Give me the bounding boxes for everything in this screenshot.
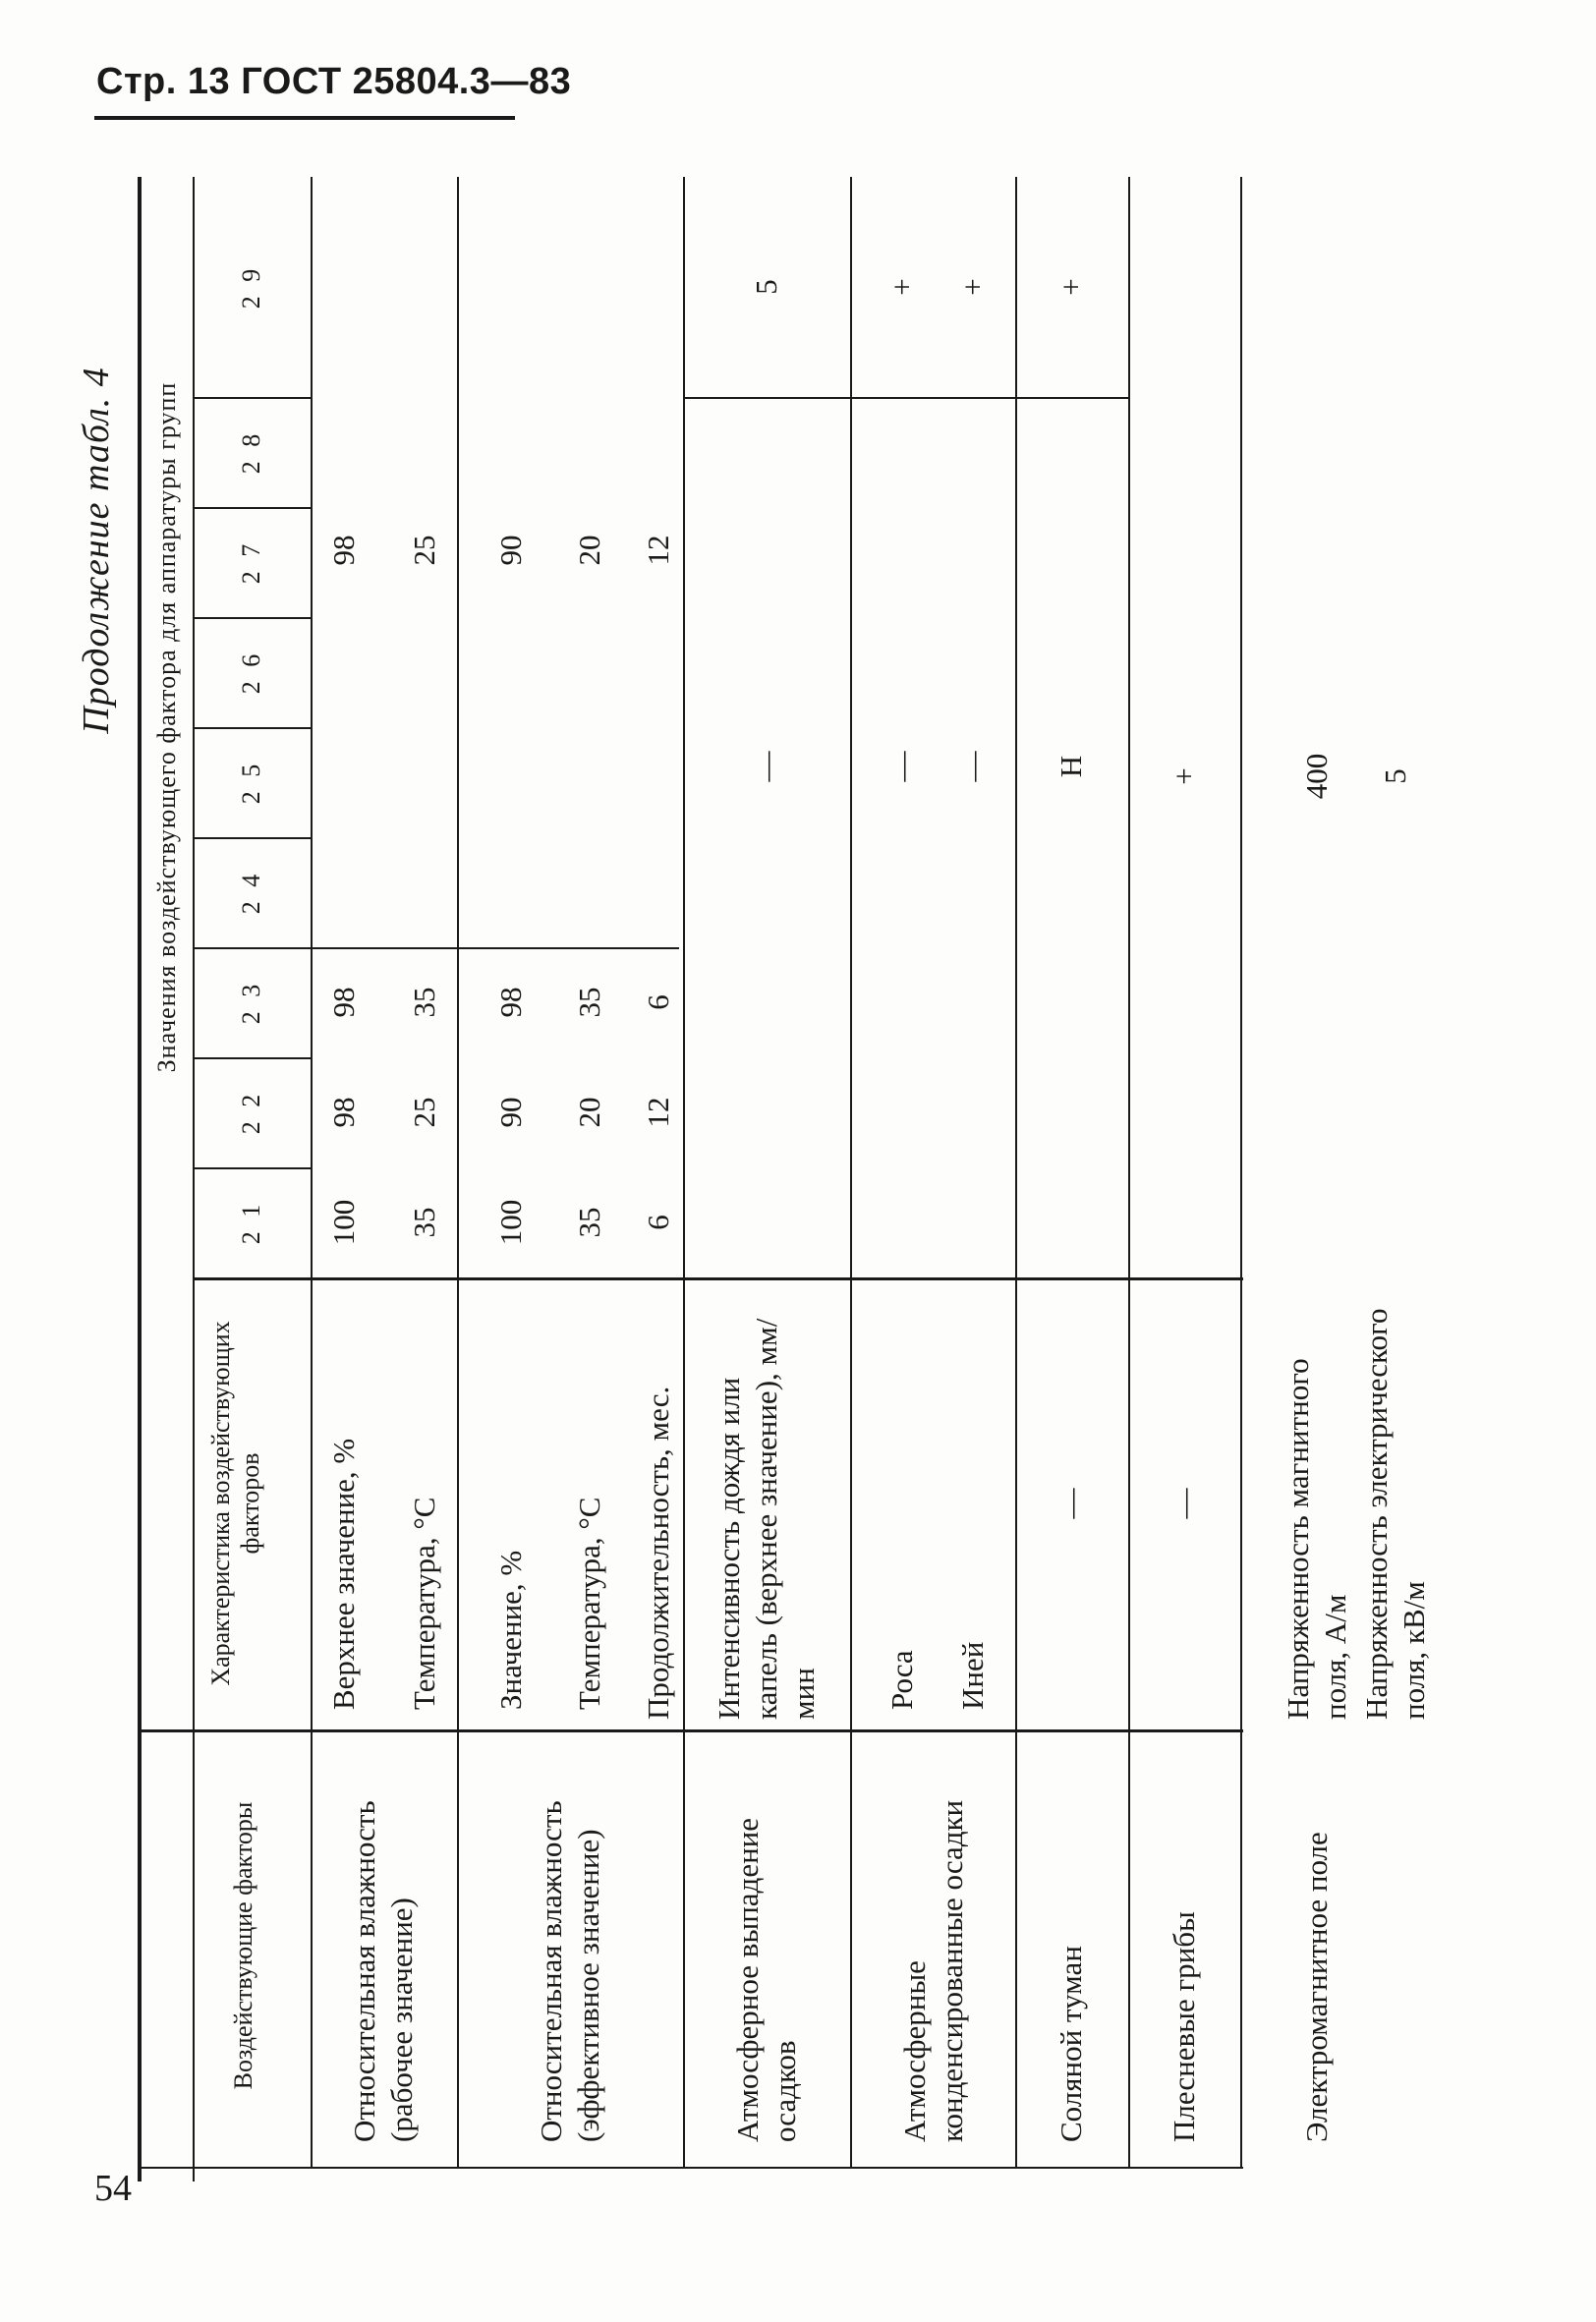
table-caption: Продолжение табл. 4 [76, 367, 117, 734]
v-he-dur-23: 6 [641, 994, 675, 1010]
v-hw-upper-24-29: 98 [326, 535, 361, 566]
v-salt-29: + [1054, 278, 1088, 296]
rule-factor-char [138, 1729, 1243, 1732]
row-rule-5 [1015, 177, 1017, 2167]
group-sep-3 [193, 947, 311, 949]
v-precip-21-28: — [749, 751, 783, 782]
char-emf-electric: Напряженность электрического поля, кВ/м [1359, 1308, 1431, 1720]
group-22: 2 2 [237, 1090, 265, 1135]
group-23: 2 3 [237, 980, 265, 1025]
v-hw-temp-23: 35 [407, 987, 441, 1018]
v-he-dur-21: 6 [641, 1215, 675, 1230]
char-mold: — [1167, 1488, 1201, 1519]
group-sep-7 [193, 507, 311, 509]
header-characteristic: Характеристика воздействующих факторов [206, 1321, 264, 1686]
header-rule [94, 116, 515, 120]
char-humidity-temp: Температура, °С [407, 1497, 441, 1710]
group-sep-6 [193, 617, 311, 619]
group-sep-8 [193, 397, 311, 399]
r1-sub [311, 1277, 457, 1279]
page-header [96, 61, 571, 103]
merge-edge-r12 [311, 947, 679, 949]
precip-29-sep [684, 397, 850, 399]
v-frost-21-28: — [955, 751, 990, 782]
row-rule-3 [683, 177, 685, 2167]
v-he-dur-22: 12 [641, 1097, 675, 1128]
group-sep-1 [193, 1167, 311, 1169]
r2-sub [457, 1277, 683, 1279]
v-dew-29: + [884, 278, 919, 296]
page-number: 54 [94, 2168, 132, 2209]
v-he-dur-24-29: 12 [641, 535, 675, 566]
v-salt-21-28: Н [1054, 755, 1088, 778]
group-27: 2 7 [237, 539, 265, 585]
row-rule-4 [850, 177, 852, 2167]
rule-mold-emf [1240, 177, 1242, 2167]
v-he-value-24-29: 90 [493, 535, 528, 566]
v-hw-temp-22: 25 [407, 1097, 441, 1128]
v-emf-magnetic: 400 [1299, 753, 1334, 800]
v-hw-temp-24-29: 25 [407, 535, 441, 566]
v-he-temp-22: 20 [572, 1097, 606, 1128]
row-rule-6 [1128, 177, 1130, 2167]
v-hw-temp-21: 35 [407, 1207, 441, 1238]
v-mold-all: + [1167, 767, 1201, 785]
group-24: 2 4 [237, 870, 265, 915]
char-humidity-upper: Верхнее значение, % [326, 1438, 361, 1710]
char-salt-fog: — [1054, 1488, 1088, 1519]
group-sep-5 [193, 727, 311, 729]
row-rule-1 [311, 177, 313, 2167]
group-26: 2 6 [237, 650, 265, 695]
factor-humidity-work: Относительная влажность (рабочее значение) [347, 1800, 419, 2142]
factor-humidity-eff: Относительная влажность (эффективное значение) [534, 1800, 605, 2142]
factor-condensed: Атмосферные конденсированные осадки [897, 1799, 969, 2142]
char-emf-magnetic: Напряженность магнитного поля, А/м [1281, 1358, 1352, 1720]
group-sep-2 [193, 1057, 311, 1059]
v-he-temp-24-29: 20 [572, 535, 606, 566]
v-hw-upper-23: 98 [326, 987, 361, 1018]
group-25: 2 5 [237, 760, 265, 805]
v-frost-29: + [955, 278, 990, 296]
v-emf-electric: 5 [1378, 768, 1412, 784]
v-he-value-23: 98 [493, 987, 528, 1018]
cond-29-sep [851, 397, 1015, 399]
header-values: Значения воздействующего фактора для аппаратуры групп [152, 381, 181, 1073]
v-hw-upper-22: 98 [326, 1097, 361, 1128]
factor-emf: Электромагнитное поле [1299, 1832, 1334, 2142]
char-frost: Иней [955, 1641, 990, 1710]
table-outer-left [138, 177, 142, 2181]
char-he-temp: Температура, °С [572, 1497, 606, 1710]
row-rule-2 [457, 177, 459, 2167]
v-he-temp-23: 35 [572, 987, 606, 1018]
char-dew: Роса [884, 1650, 919, 1710]
page-label: Стр. 13 [96, 61, 231, 102]
salt-29-sep [1016, 397, 1128, 399]
char-precip: Интенсивность дождя или капель (верхнее значение), мм/мин [712, 1318, 821, 1720]
char-he-value: Значение, % [493, 1550, 528, 1710]
v-he-value-21: 100 [493, 1199, 528, 1246]
v-hw-upper-21: 100 [326, 1199, 361, 1246]
v-precip-29: 5 [749, 279, 783, 295]
factor-mold: Плесневые грибы [1167, 1911, 1201, 2142]
group-21: 2 1 [237, 1200, 265, 1245]
v-he-temp-21: 35 [572, 1207, 606, 1238]
values-strip-rule [193, 177, 195, 1277]
table-bottom-edge [138, 2167, 1243, 2169]
v-he-value-22: 90 [493, 1097, 528, 1128]
factor-salt-fog: Соляной туман [1054, 1946, 1088, 2142]
group-sep-4 [193, 837, 311, 839]
factor-precip: Атмосферное выпадение осадков [730, 1817, 802, 2142]
header-factors: Воздействующие факторы [229, 1801, 257, 2090]
char-he-duration: Продолжительность, мес. [641, 1386, 675, 1720]
standard-number: ГОСТ 25804.3—83 [241, 61, 572, 102]
group-28: 2 8 [237, 429, 265, 475]
v-dew-21-28: — [884, 751, 919, 782]
group-29: 2 9 [237, 264, 265, 310]
